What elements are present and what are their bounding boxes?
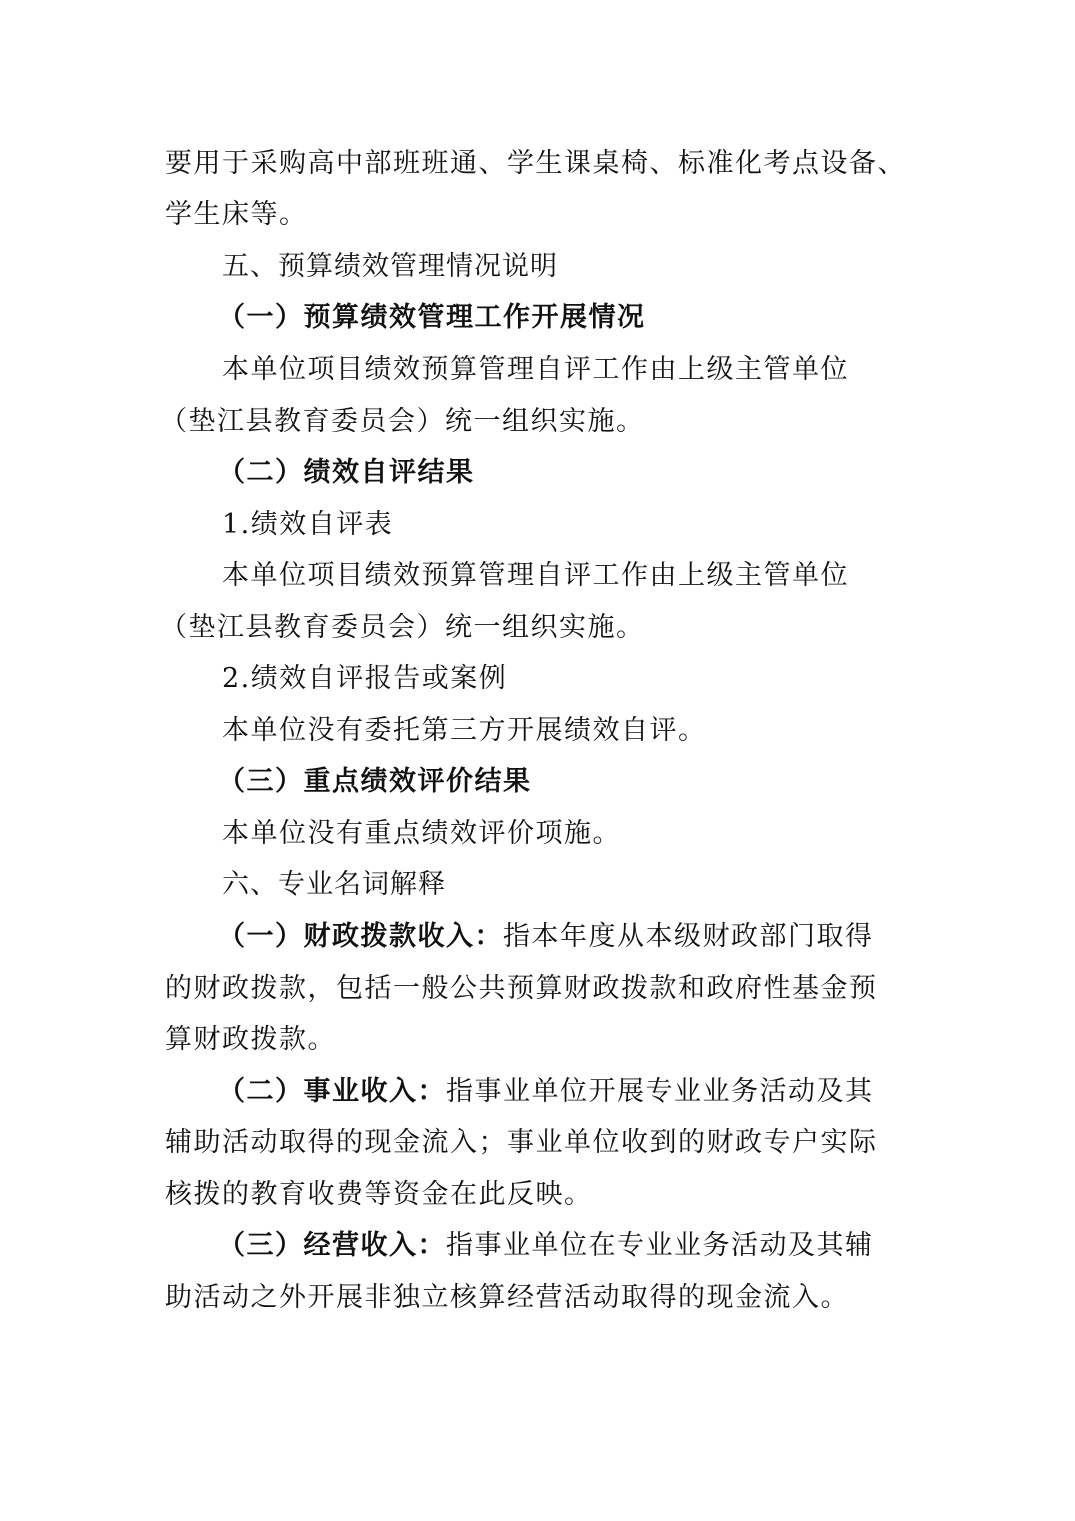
subsection-heading-5-3: （三）重点绩效评价结果 (218, 766, 532, 797)
definition-term: （三）经营收入： (218, 1230, 446, 1261)
paragraph-line: 核拨的教育收费等资金在此反映。 (165, 1179, 593, 1210)
section-heading-5: 五、预算绩效管理情况说明 (222, 251, 558, 282)
subsection-heading-5-2: （二）绩效自评结果 (218, 457, 475, 488)
definition-text: 指事业单位开展专业业务活动及其 (446, 1076, 874, 1107)
definition-text: 指本年度从本级财政部门取得 (503, 921, 874, 952)
paragraph-line: 本单位没有重点绩效评价项施。 (222, 818, 621, 849)
paragraph-line: 要用于采购高中部班班通、学生课桌椅、标准化考点设备、 (165, 148, 906, 179)
paragraph-line: 本单位项目绩效预算管理自评工作由上级主管单位 (222, 560, 849, 591)
paragraph-line: 本单位没有委托第三方开展绩效自评。 (222, 715, 707, 746)
definition-line (218, 919, 874, 955)
paragraph-line: 本单位项目绩效预算管理自评工作由上级主管单位 (222, 354, 849, 385)
paragraph-line: 辅助活动取得的现金流入；事业单位收到的财政专户实际 (165, 1127, 878, 1158)
item-heading-1: 1.绩效自评表 (222, 509, 394, 540)
paragraph-line: 助活动之外开展非独立核算经营活动取得的现金流入。 (165, 1282, 849, 1313)
item-heading-2: 2.绩效自评报告或案例 (222, 663, 508, 694)
definition-term: （二）事业收入： (218, 1076, 446, 1107)
paragraph-line: 算财政拨款。 (165, 1024, 336, 1055)
subsection-heading-5-1: （一）预算绩效管理工作开展情况 (218, 302, 646, 333)
paragraph-line: （垫江县教育委员会）统一组织实施。 (160, 612, 645, 643)
paragraph-line: 的财政拨款，包括一般公共预算财政拨款和政府性基金预 (165, 973, 878, 1004)
definition-line (218, 1228, 874, 1264)
paragraph-line: （垫江县教育委员会）统一组织实施。 (160, 406, 645, 437)
definition-term: （一）财政拨款收入： (218, 921, 503, 952)
section-heading-6: 六、专业名词解释 (222, 869, 446, 900)
definition-text: 指事业单位在专业业务活动及其辅 (446, 1230, 874, 1261)
paragraph-line: 学生床等。 (165, 199, 308, 230)
definition-line (218, 1074, 874, 1110)
